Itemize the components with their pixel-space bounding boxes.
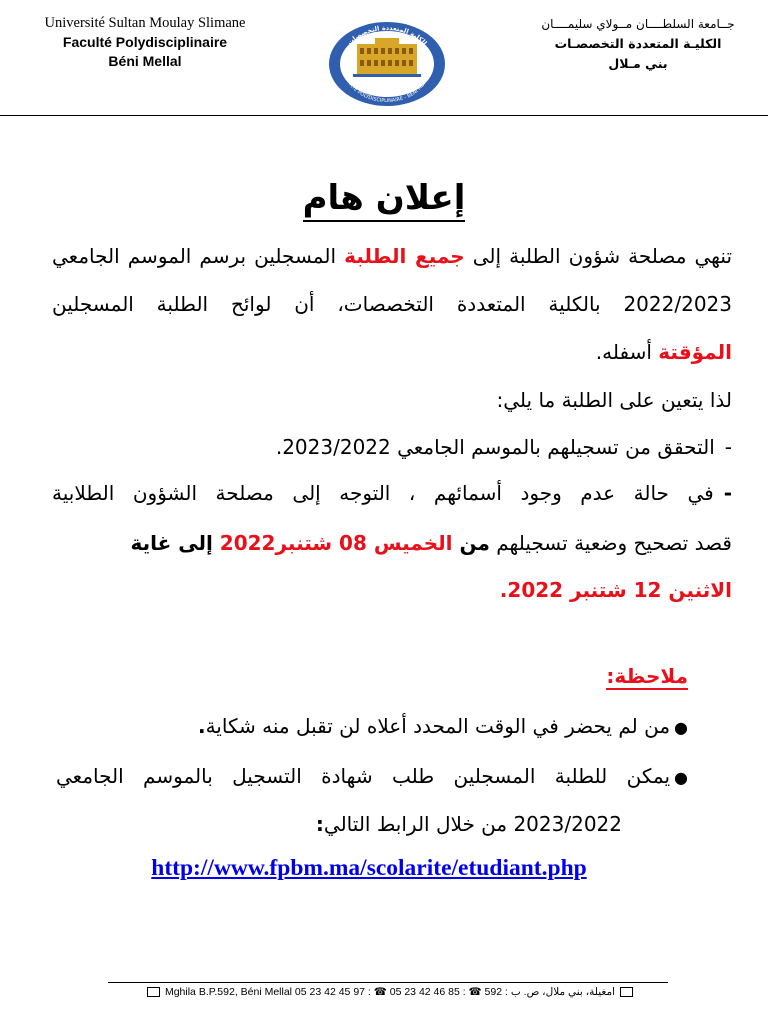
header-divider bbox=[0, 115, 768, 116]
bullet-marker: ● bbox=[674, 768, 688, 787]
mail-icon bbox=[620, 987, 633, 997]
registration-link bbox=[0, 855, 738, 882]
faculty-logo bbox=[327, 20, 447, 108]
footer-contact bbox=[110, 986, 670, 998]
dash-marker: - bbox=[724, 435, 732, 459]
logo-text-fr: FACULTE POLYDISCIPLINAIRE - BENI MELLAL bbox=[343, 72, 431, 105]
mail-icon bbox=[147, 987, 160, 997]
list-item: -التحقق من تسجيلهم بالموسم الجامعي 2023/2022. bbox=[275, 435, 732, 459]
enrollment-url-link[interactable]: http://www.fpbm.ma/scolarite/etudiant.php bbox=[151, 855, 587, 881]
note-heading: ملاحظة: bbox=[606, 664, 688, 688]
dash-marker: - bbox=[723, 481, 732, 505]
faculty-name-ar: الكليـة المتعددة التخصصـات bbox=[554, 36, 722, 51]
temporary-highlight: المؤقتة bbox=[658, 340, 732, 364]
university-name-fr: Université Sultan Moulay Slimane bbox=[44, 15, 246, 31]
end-date: الاثنين 12 شتنبر 2022. bbox=[499, 578, 732, 602]
note-bullet: ●من لم يحضر في الوقت المحدد أعلاه لن تقبل منه شكاية. bbox=[197, 714, 688, 738]
university-name-ar: جــامعة السلطــــان مــولاي سليمــــان bbox=[541, 17, 735, 31]
header-french bbox=[20, 14, 270, 71]
announcement-title: إعلان هام bbox=[0, 178, 768, 218]
requirements-heading: لذا يتعين على الطلبة ما يلي: bbox=[496, 388, 732, 412]
list-item-continued: قصد تصحيح وضعية تسجيلهم من الخميس 08 شتنبر2022 إلى غاية bbox=[130, 531, 732, 555]
logo-text-ar: الكلية المتعددة التخصصات bbox=[345, 23, 429, 47]
footer-divider bbox=[108, 982, 668, 983]
faculty-name-fr: Faculté Polydisciplinaire bbox=[62, 34, 228, 50]
header-arabic bbox=[528, 14, 748, 74]
note-bullet: ●يمكن للطلبة المسجلين طلب شهادة التسجيل بالموسم الجامعي bbox=[56, 764, 688, 788]
footer-address-ar: امغيلة، بني ملال، ص. ب bbox=[510, 986, 616, 998]
intro-line-3: المؤقتة أسفله. bbox=[595, 340, 732, 364]
list-item: -في حالة عدم وجود أسمائهم ، التوجه إلى مصلحة الشؤون الطلابية bbox=[52, 481, 732, 505]
footer-address-fr: Mghila B.P.592, Béni Mellal 05 23 42 45 97 : ☎ 05 23 42 46 85 : ☎ 592 : bbox=[164, 986, 508, 998]
city-name-ar: بني مـلال bbox=[608, 56, 668, 71]
intro-line-2: 2022/2023 بالكلية المتعددة التخصصات، أن لوائح الطلبة المسجلين bbox=[52, 292, 732, 316]
bullet-marker: ● bbox=[674, 718, 688, 737]
all-students-highlight: جميع الطلبة bbox=[344, 244, 465, 268]
note-bullet-continued: 2023/2022 من خلال الرابط التالي: bbox=[315, 812, 622, 836]
start-date: الخميس 08 شتنبر2022 bbox=[212, 531, 460, 555]
intro-line-1: تنهي مصلحة شؤون الطلبة إلى جميع الطلبة المسجلين برسم الموسم الجامعي bbox=[52, 244, 733, 268]
city-name-fr: Béni Mellal bbox=[108, 53, 182, 69]
